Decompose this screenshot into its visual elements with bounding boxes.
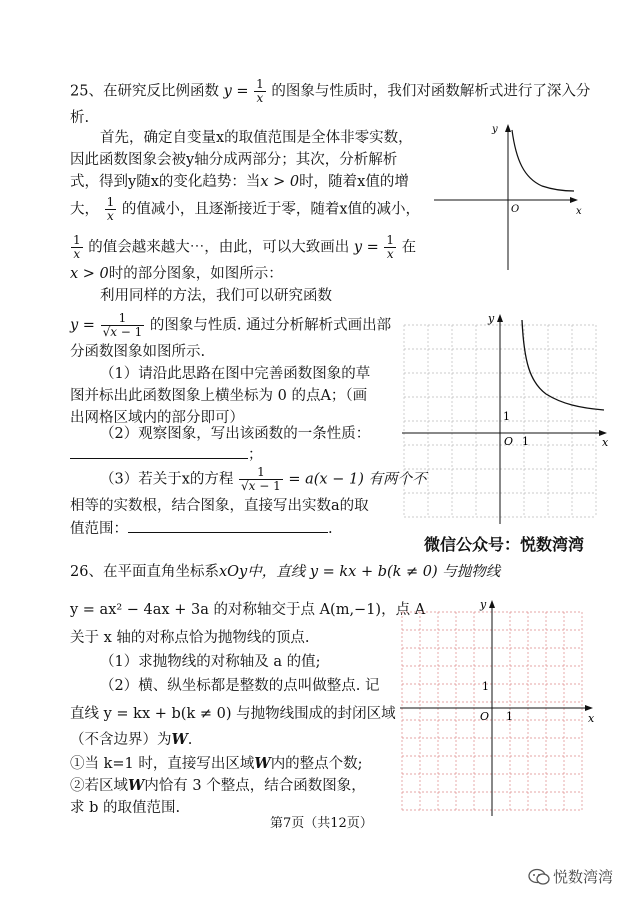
math-y-eq: y = — [223, 83, 249, 100]
q25-part2: （2）观察图象，写出该函数的一条性质： — [100, 426, 371, 442]
q25-line5: 式，得到y随x的变化趋势：当x > 0时，随着x值的增 — [70, 174, 409, 190]
y-axis-label: y — [480, 598, 487, 611]
q25-line7: $\frac{1}{x}$ 的值会越来越大⋯，由此，可以大致画出 y = $\frac{1}{x}$ 在 — [73, 233, 417, 261]
q26-line10: 求 b 的取值范围. — [70, 800, 181, 816]
q25-line8: x > 0时的部分图象，如图所示： — [70, 266, 283, 282]
y-axis-label: y — [488, 312, 495, 325]
wechat-icon — [528, 868, 550, 886]
fraction-1-over-x: $\frac{1}{x}$ — [73, 233, 81, 261]
answer-blank[interactable] — [128, 518, 328, 533]
q25-line13: 图并标出此函数图象上横坐标为 0 的点A；（画 — [70, 388, 368, 404]
fraction-1-over-x: $\frac{1}{x}$ — [386, 233, 395, 261]
q25-line11: 分函数图象如图所示. — [70, 344, 206, 360]
q25-part3: （3）若关于x的方程 $\frac{1}{√x - 1}$ = a(x − 1) 有两个不 — [100, 465, 427, 493]
q26-line3: 关于 x 轴的对称点恰为抛物线的顶点. — [70, 630, 310, 646]
x-axis-label: x — [588, 712, 595, 725]
q25-line18: 相等的实数根，结合图象，直接写出实数a的取 — [70, 498, 369, 514]
y-axis-arrow — [497, 314, 503, 322]
figure-grid-graph-q25 — [400, 312, 610, 526]
logo-text: 悦数湾湾 — [553, 868, 614, 886]
q26-line7: （不含边界）为W. — [70, 731, 193, 748]
x-axis-label: x — [576, 206, 582, 217]
watermark-text: 微信公众号：悦数湾湾 — [424, 535, 585, 554]
figure-reciprocal-graph — [432, 120, 582, 275]
x-axis-arrow — [585, 705, 593, 711]
page-number: 第7页（共12页） — [270, 816, 373, 831]
tick-label-y-1: 1 — [482, 680, 489, 693]
q25-part1: （1）请沿此思路在图中完善函数图象的草 — [100, 366, 371, 382]
origin-label: O — [504, 435, 514, 448]
q25-intro-text: 25、在研究反比例函数 — [70, 83, 219, 100]
q25-answer-line-3: 值范围： . — [70, 518, 333, 539]
q25-line2: 析. — [70, 110, 90, 126]
q26-part2: （2）横、纵坐标都是整数的点叫做整点. 记 — [100, 678, 380, 694]
q25-line10: y = $\frac{1}{√x - 1}$ 的图象与性质. 通过分析解析式画出部 — [70, 311, 392, 339]
q26-line2: y = ax² − 4ax + 3a 的对称轴交于点 A(m,−1)，点 A — [70, 602, 426, 618]
y-axis-label: y — [492, 124, 498, 135]
curve-1-over-x — [512, 130, 574, 191]
answer-blank[interactable] — [70, 444, 248, 459]
figure-grid-graph-q26 — [398, 598, 598, 818]
q25-line1: 25、在研究反比例函数 y = $\frac{1}{x}$ 的图象与性质时，我们对函数解析式进行了深入分 — [70, 77, 591, 105]
y-axis-arrow — [489, 600, 495, 608]
wechat-logo — [528, 866, 613, 887]
origin-label: O — [480, 710, 490, 723]
q25-line6: 大， $\frac{1}{x}$ 的值减小，且逐渐接近于零，随着x值的减小， — [70, 195, 421, 223]
tick-label-x-1: 1 — [506, 710, 513, 723]
q26-line1: 26、在平面直角坐标系xOy中，直线 y = kx + b(k ≠ 0) 与抛物线 — [70, 564, 501, 580]
q25-line4: 因此函数图象会被y轴分成两部分；其次，分析解析 — [70, 152, 398, 168]
q26-subpart2: ②若区域W内恰有 3 个整点，结合函数图象， — [70, 777, 366, 794]
q25-line3: 首先，确定自变量x的取值范围是全体非零实数， — [100, 130, 413, 146]
fraction-1-over-x: $\frac{1}{x}$ — [256, 77, 264, 105]
origin-label: O — [511, 204, 520, 215]
fraction-1-over-x: $\frac{1}{x}$ — [106, 195, 115, 223]
q25-line9: 利用同样的方法，我们可以研究函数 — [100, 288, 332, 304]
q26-line6: 直线 y = kx + b(k ≠ 0) 与抛物线围成的封闭区域 — [70, 706, 396, 722]
fraction-1-over-sqrtx-minus-1: $\frac{1}{√x - 1}$ — [102, 311, 143, 339]
q25-answer-line-2: ； — [70, 444, 263, 465]
x-axis-arrow — [570, 197, 578, 203]
fraction-1-over-sqrtx-minus-1: $\frac{1}{√x - 1}$ — [241, 465, 281, 493]
curve-1-over-sqrtx-minus-1 — [522, 320, 604, 410]
q26-part1: （1）求抛物线的对称轴及 a 的值; — [100, 654, 321, 670]
q25-line14: 出网格区域内的部分即可） — [70, 410, 244, 426]
x-axis-label: x — [602, 436, 609, 449]
q26-subpart1: ①当 k=1 时，直接写出区域W内的整点个数; — [70, 755, 363, 772]
y-axis-arrow — [505, 124, 511, 132]
tick-label-x-1: 1 — [522, 435, 529, 448]
tick-label-y-1: 1 — [503, 410, 510, 423]
